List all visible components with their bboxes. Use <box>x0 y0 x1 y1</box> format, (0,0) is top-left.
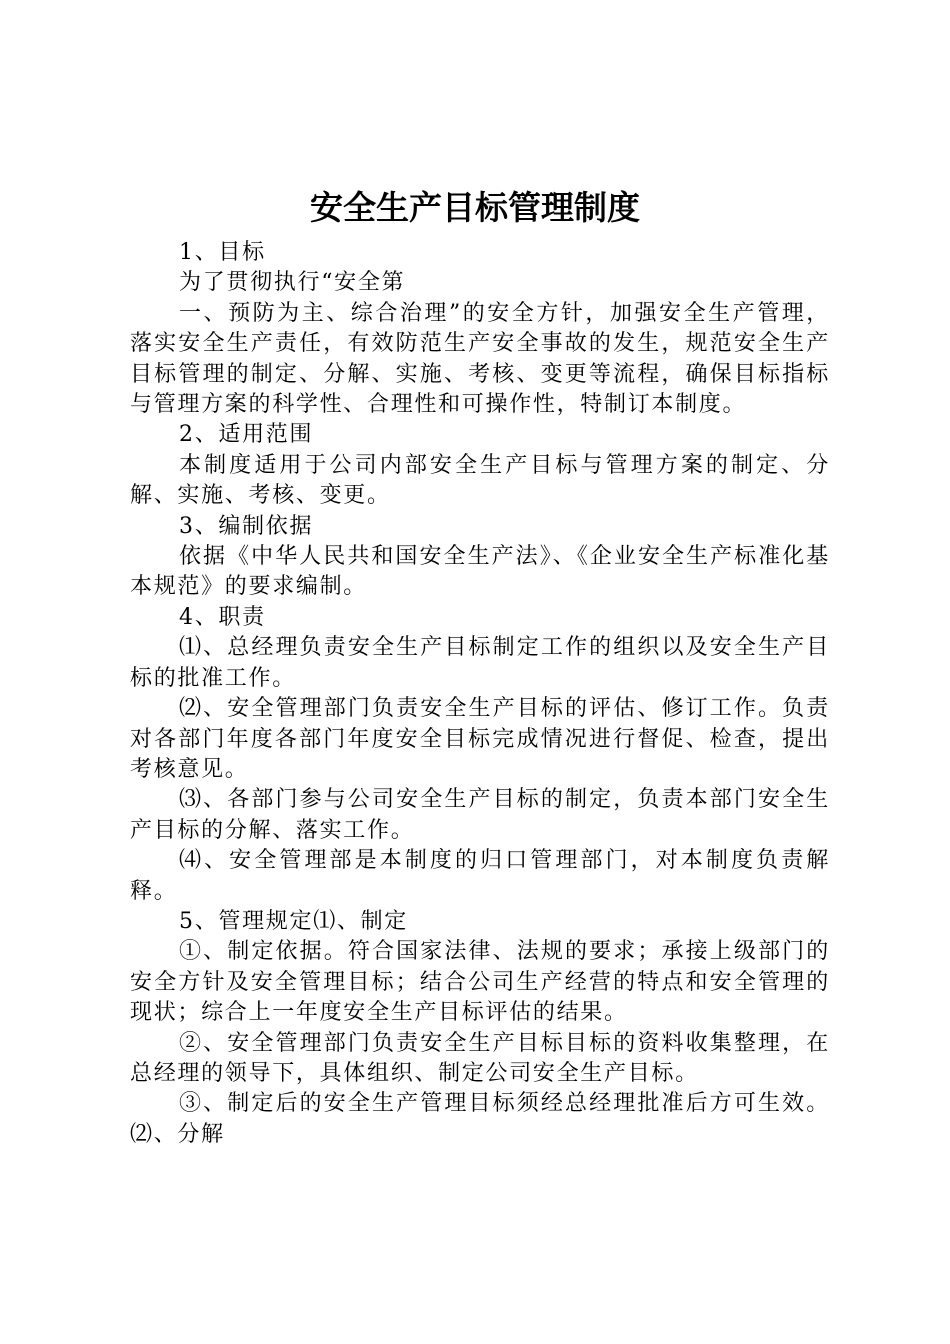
heading-scope: 2、适用范围 <box>179 422 314 448</box>
paragraph-duty-2: ⑵、安全管理部门负责安全生产目标的评估、修订工作。负责对各部门年度各部门年度安全目标完成情况进行督促、检查，提出考核意见。 <box>130 696 830 782</box>
paragraph-rule-1: ①、制定依据。符合国家法律、法规的要求；承接上级部门的安全方针及安全管理目标；结合公司生产经营的特点和安全管理的现状；综合上一年度安全生产目标评估的结果。 <box>130 939 830 1026</box>
paragraph-goal-body: 一、预防为主、综合治理”的安全方针，加强安全生产管理，落实安全生产责任，有效防范生产安全事故的发生，规范安全生产目标管理的制定、分解、实施、考核、变更等流程，确保目标指标与管理方案的科学性、合理性和可操作性，特制订本制度。 <box>130 300 830 418</box>
paragraph-goal-intro: 为了贯彻执行“安全第 <box>179 270 406 296</box>
paragraph-rule-2: ②、安全管理部门负责安全生产目标目标的资料收集整理，在总经理的领导下，具体组织、制定公司安全生产目标。 <box>130 1030 830 1086</box>
paragraph-duty-3: ⑶、各部门参与公司安全生产目标的制定，负责本部门安全生产目标的分解、落实工作。 <box>130 787 830 843</box>
heading-rules: 5、管理规定⑴、制定 <box>179 908 408 934</box>
paragraph-duty-1: ⑴、总经理负责安全生产目标制定工作的组织以及安全生产目标的批准工作。 <box>130 635 830 691</box>
document-title: 安全生产目标管理制度 <box>310 188 640 227</box>
paragraph-scope: 本制度适用于公司内部安全生产目标与管理方案的制定、分解、实施、考核、变更。 <box>130 452 830 509</box>
paragraph-rule-3: ③、制定后的安全生产管理目标须经总经理批准后方可生效。⑵、分解 <box>130 1091 830 1147</box>
heading-goal: 1、目标 <box>179 240 266 265</box>
document-body <box>130 238 830 1150</box>
heading-basis: 3、编制依据 <box>179 513 314 539</box>
paragraph-basis: 依据《中华人民共和国安全生产法》、《企业安全生产标准化基本规范》的要求编制。 <box>130 544 830 600</box>
paragraph-duty-4: ⑷、安全管理部是本制度的归口管理部门，对本制度负责解释。 <box>130 848 830 904</box>
heading-duties: 4、职责 <box>179 604 266 630</box>
